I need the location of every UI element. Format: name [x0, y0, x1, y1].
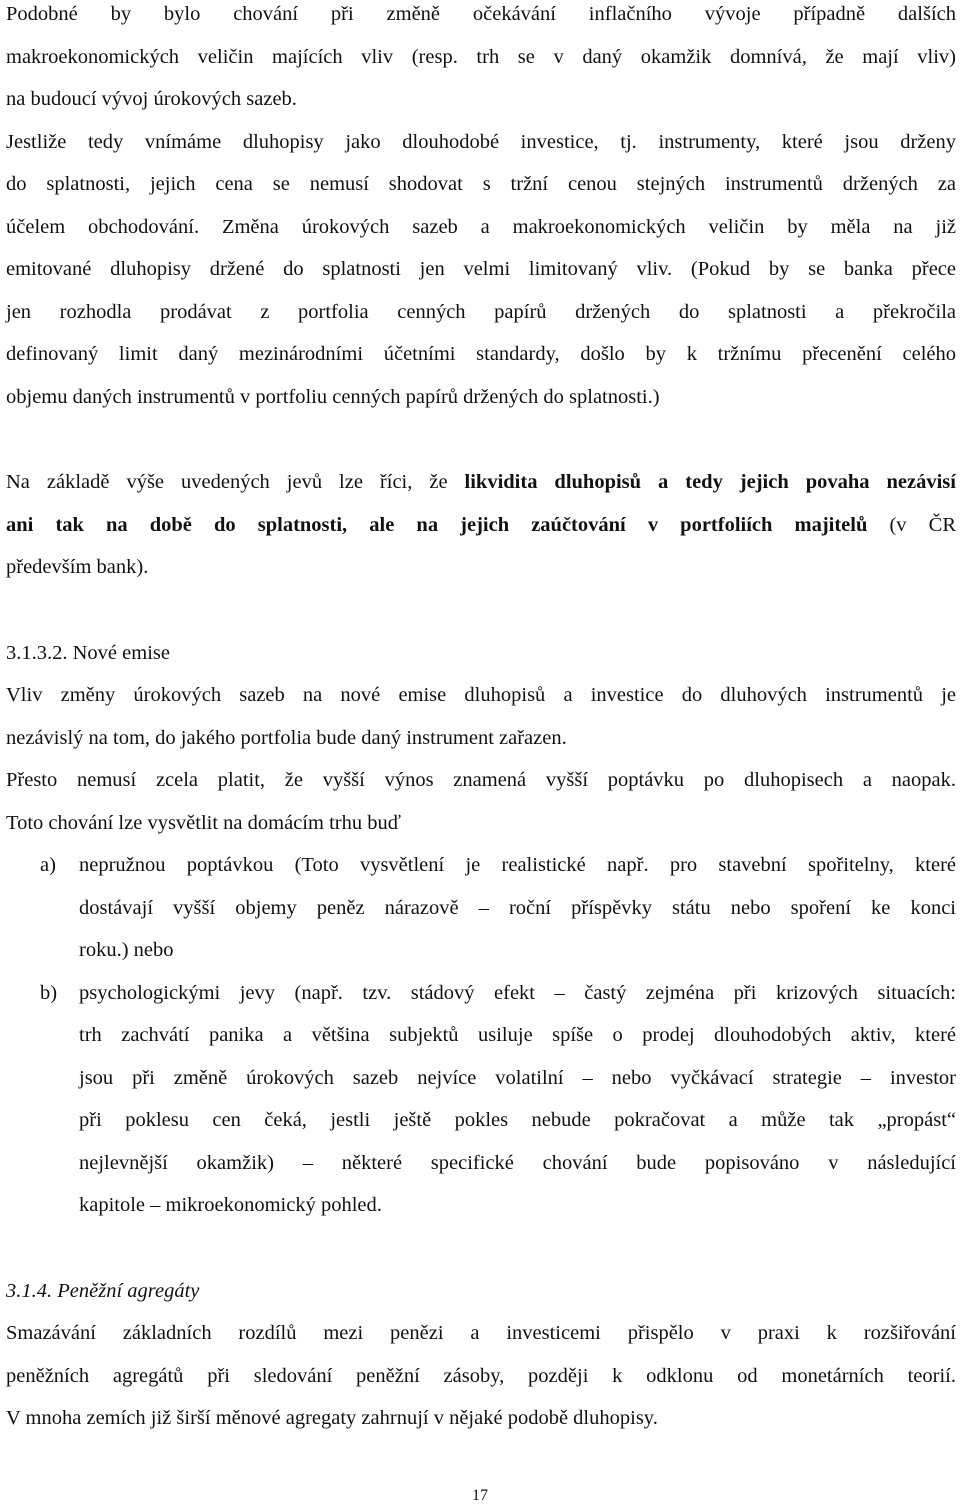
- section-heading-money-aggregates: [6, 1270, 956, 1313]
- text-line: ani tak na době do splatnosti, ale na jejich zaúčtování v portfoliích majitelů (v ČR: [6, 513, 956, 536]
- paragraph-inflation: [6, 0, 956, 121]
- text-line: trh zachvátí panika a většina subjektů usiluje spíše o prodej dlouhodobých aktiv, které: [79, 1024, 956, 1046]
- text-line: peněžních agregátů při sledování peněžní zásoby, později k odklonu od monetárních teorií.: [6, 1364, 956, 1387]
- paragraph-new-issues: [6, 674, 956, 759]
- text-line: Podobné by bylo chování při změně očekávání inflačního vývoje případně dalších: [6, 3, 956, 25]
- text-line: makroekonomických veličin majících vliv (resp. trh se v daný okamžik domnívá, že mají vliv): [6, 45, 956, 68]
- text-line: při poklesu cen čeká, jestli ještě pokles nebude pokračovat a může tak „propást“: [79, 1109, 956, 1131]
- text-line: nejlevnější okamžik) – některé specifické chování bude popisováno v následující: [79, 1151, 956, 1174]
- text-line: jsou při změně úrokových sazeb nejvíce volatilní – nebo vyčkávací strategie – investor: [79, 1066, 956, 1089]
- paragraph-long-term-investments: [6, 121, 956, 419]
- text-line: Přesto nemusí zcela platit, že vyšší výnos znamená vyšší poptávku po dluhopisech a naopak.: [6, 769, 956, 791]
- paragraph-higher-yield: [6, 759, 956, 844]
- text-line: do splatnosti, jejich cena se nemusí shodovat s tržní cenou stejných instrumentů držených za: [6, 173, 956, 195]
- list-marker: a): [40, 854, 56, 876]
- paragraph-liquidity-conclusion: [6, 461, 956, 589]
- text-line: na budoucí vývoj úrokových sazeb.: [6, 88, 297, 110]
- text-line: Na základě výše uvedených jevů lze říci, že likvidita dluhopisů a tedy jejich povaha nezávisí: [6, 471, 956, 493]
- text-line: především bank).: [6, 556, 149, 578]
- text-line: V mnoha zemích již širší měnové agregaty zahrnují v nějaké podobě dluhopisy.: [6, 1407, 658, 1429]
- paragraph-money-aggregates: [6, 1312, 956, 1440]
- text-line: nezávislý na tom, do jakého portfolia bude daný instrument zařazen.: [6, 726, 567, 749]
- text-line: emitované dluhopisy držené do splatnosti jen velmi limitovaný vliv. (Pokud by se banka přece: [6, 258, 956, 280]
- list-item-a: [6, 844, 956, 972]
- page-number: 17: [472, 1487, 488, 1504]
- text-line: nepružnou poptávkou (Toto vysvětlení je realistické např. pro stavební spořitelny, které: [79, 854, 956, 876]
- text-line: Jestliže tedy vnímáme dluhopisy jako dlouhodobé investice, tj. instrumenty, které jsou drženy: [6, 130, 956, 153]
- text-line: Vliv změny úrokových sazeb na nové emise dluhopisů a investice do dluhových instrumentů je: [6, 684, 956, 706]
- text-line: psychologickými jevy (např. tzv. stádový efekt – častý zejména při krizových situacích:: [79, 981, 956, 1004]
- text-line: definovaný limit daný mezinárodními účetními standardy, došlo by k tržnímu přecenění celého: [6, 343, 956, 365]
- section-title: Peněžní agregáty: [57, 1279, 200, 1302]
- text-line: dostávají vyšší objemy peněz nárazově – roční příspěvky státu nebo spoření ke konci: [79, 896, 956, 919]
- section-heading-new-issues: 3.1.3.2. Nové emise: [6, 641, 170, 664]
- text-line: kapitole – mikroekonomický pohled.: [79, 1194, 382, 1216]
- section-number: 3.1.4.: [6, 1279, 58, 1302]
- text-line: roku.) nebo: [79, 939, 174, 961]
- text-line: jen rozhodla prodávat z portfolia cenných papírů držených do splatnosti a překročila: [6, 300, 956, 323]
- text-line: objemu daných instrumentů v portfoliu cenných papírů držených do splatnosti.): [6, 385, 660, 408]
- list-item-b: [6, 972, 956, 1227]
- document-page: [6, 0, 956, 1440]
- text-line: účelem obchodování. Změna úrokových sazeb a makroekonomických veličin by měla na již: [6, 215, 956, 238]
- text-line: Smazávání základních rozdílů mezi penězi a investicemi přispělo v praxi k rozšiřování: [6, 1322, 956, 1344]
- text-line: Toto chování lze vysvětlit na domácím trhu buď: [6, 811, 401, 834]
- list-marker: b): [40, 981, 58, 1004]
